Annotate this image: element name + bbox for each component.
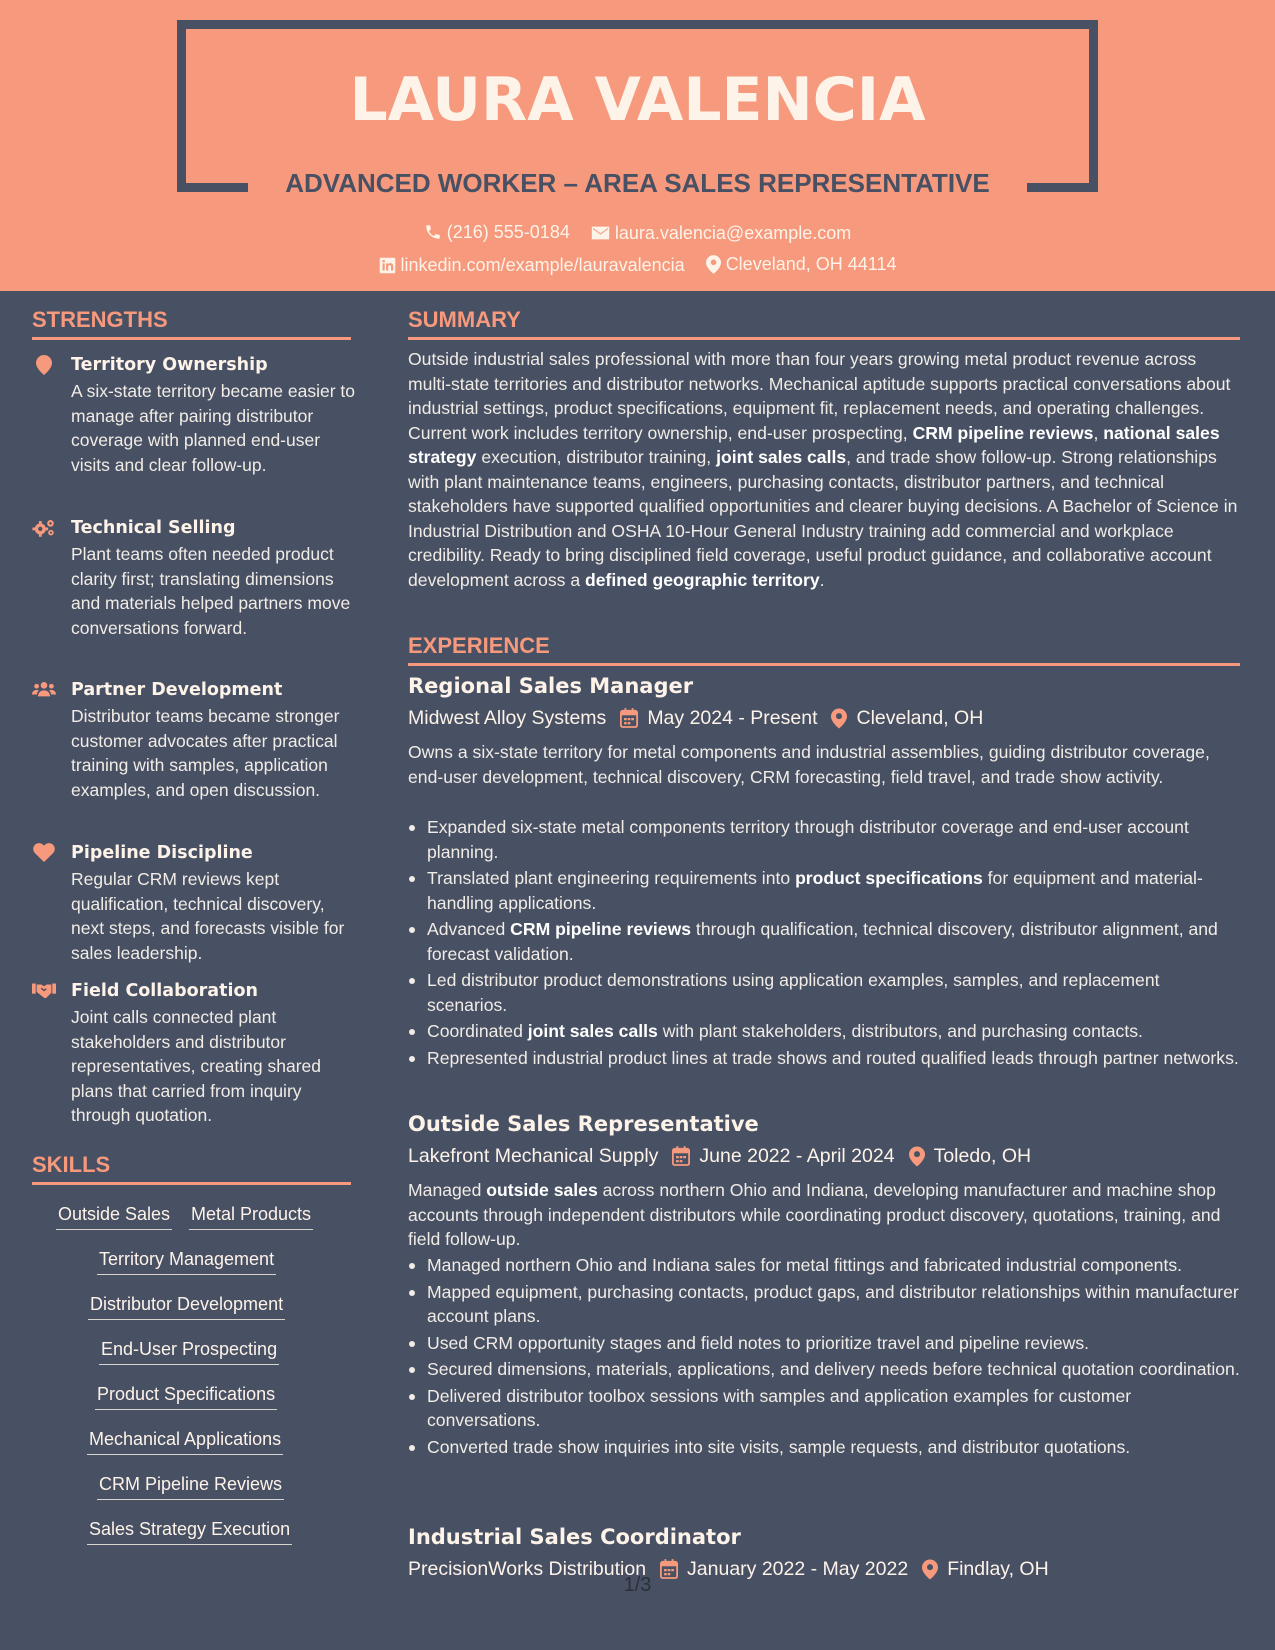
phone-icon [424, 223, 442, 241]
strength-desc: Regular CRM reviews kept qualification, technical discovery, next steps, and forecasts visible for sales leadership. [71, 869, 345, 963]
job-bullet: Represented industrial product lines at trade shows and routed qualified leads through partner networks. [408, 1046, 1240, 1071]
page-number: 1/3 [623, 1574, 652, 1596]
pin-icon [32, 355, 56, 377]
job-bullet: Translated plant engineering requirements into product specifications for equipment and material-handling applications. [408, 866, 1240, 915]
skill-tag: Mechanical Applications [87, 1427, 283, 1455]
strength-desc: Plant teams often needed product clarity first; translating dimensions and materials helped partners move conversations forward. [71, 544, 351, 638]
strength-desc: Joint calls connected plant stakeholders and distributor representatives, creating shared plans that carried from inquiry through quotation. [71, 1007, 321, 1125]
job-bullet: Converted trade show inquiries into site visits, sample requests, and distributor quotations. [408, 1435, 1240, 1460]
emphasis-text: CRM pipeline reviews [510, 919, 692, 939]
job-description: Managed outside sales across northern Ohio and Indiana, developing manufacturer and machine shop accounts through independent distributors while coordinating product discovery, quotations, training, and field follow-up. [408, 1180, 1221, 1249]
company-name: PrecisionWorks Distribution [408, 1558, 647, 1580]
section-divider [32, 337, 351, 340]
job-meta [408, 704, 983, 732]
skill-tag: Sales Strategy Execution [87, 1517, 292, 1545]
skills-heading: SKILLS [32, 1152, 111, 1177]
skill-tag: End-User Prospecting [99, 1337, 279, 1365]
summary-heading: SUMMARY [408, 307, 521, 332]
emphasis-text: product specifications [795, 868, 983, 888]
gears-icon [32, 518, 56, 540]
candidate-title: ADVANCED WORKER – AREA SALES REPRESENTATIVE [285, 168, 990, 198]
job-dates: January 2022 - May 2022 [687, 1558, 909, 1580]
job-bullets [408, 1253, 1240, 1461]
strength-title: Technical Selling [71, 518, 236, 538]
phone-text: (216) 555-0184 [446, 222, 570, 242]
skill-tag: Distributor Development [88, 1292, 285, 1320]
job-title: Regional Sales Manager [408, 674, 694, 698]
job-description: Owns a six-state territory for metal components and industrial assemblies, guiding distributor coverage, end-user development, technical discovery, CRM forecasting, field travel, and trade show activity. [408, 742, 1210, 787]
job-bullet: Mapped equipment, purchasing contacts, product gaps, and distributor relationships within manufacturer account plans. [408, 1280, 1240, 1329]
map-pin-icon [831, 708, 847, 729]
strength-desc: Distributor teams became stronger customer advocates after practical training with samples, application examples, and open discussion. [71, 706, 340, 800]
contact-email[interactable] [591, 220, 851, 246]
section-divider [408, 337, 1240, 340]
contact-location [706, 251, 897, 277]
job-title: Outside Sales Representative [408, 1112, 759, 1136]
skill-tag: Product Specifications [95, 1382, 277, 1410]
strength-desc: A six-state territory became easier to manage after pairing distributor coverage with planned end-user visits and clear follow-up. [71, 381, 355, 475]
job-bullet: Managed northern Ohio and Indiana sales for metal fittings and fabricated industrial components. [408, 1253, 1240, 1278]
calendar-icon [620, 708, 638, 728]
section-divider [408, 663, 1240, 666]
emphasis-text: outside sales [486, 1180, 598, 1200]
experience-heading: EXPERIENCE [408, 633, 550, 658]
job-dates: May 2024 - Present [647, 707, 818, 729]
map-pin-icon [706, 255, 721, 274]
linkedin-text: linkedin.com/example/lauravalencia [400, 255, 685, 275]
job-location: Cleveland, OH [856, 707, 984, 729]
section-divider [32, 1182, 351, 1185]
job-bullet: Advanced CRM pipeline reviews through qualification, technical discovery, distributor alignment, and forecast validation. [408, 917, 1240, 966]
job-location: Findlay, OH [947, 1558, 1049, 1580]
job-bullet: Delivered distributor toolbox sessions with samples and application examples for customer conversations. [408, 1384, 1240, 1433]
header-frame [177, 20, 1098, 29]
header-band [0, 0, 1275, 291]
job-bullets [408, 815, 1240, 1072]
job-bullet: Coordinated joint sales calls with plant stakeholders, distributors, and purchasing contacts. [408, 1019, 1240, 1044]
job-location: Toledo, OH [933, 1145, 1032, 1167]
handshake-icon [32, 981, 56, 1003]
emphasis-text: joint sales calls [527, 1021, 658, 1041]
emphasis-text: defined geographic territory [585, 569, 820, 590]
contact-linkedin[interactable] [379, 252, 685, 278]
strengths-heading: STRENGTHS [32, 307, 168, 332]
job-bullet: Expanded six-state metal components territory through distributor coverage and end-user account planning. [408, 815, 1240, 864]
contact-phone[interactable] [424, 219, 570, 245]
job-dates: June 2022 - April 2024 [699, 1145, 895, 1167]
summary-text: Outside industrial sales professional with more than four years growing metal product revenue across multi-state territories and distributor networks. Mechanical aptitude supports practical conversations about industrial settings, product specifications, equipment fit, replacement needs, and operating challenges. Current work includes territory ownership, end-user prospecting, CRM pipeline reviews, national sales strategy execution, distributor training, joint sales calls, and trade show follow-up. Strong relationships with plant maintenance teams, engineers, purchasing contacts, distributor partners, and technical stakeholders have supported qualified opportunities and clearer buying decisions. A Bachelor of Science in Industrial Distribution and OSHA 10-Hour General Industry training add commercial and workplace credibility. Ready to bring disciplined field coverage, useful product guidance, and collaborative account development across a defined geographic territory. [408, 349, 1238, 590]
skill-tag: CRM Pipeline Reviews [97, 1472, 284, 1500]
email-text: laura.valencia@example.com [614, 223, 852, 243]
strength-title: Territory Ownership [71, 355, 268, 375]
emphasis-text: joint sales calls [716, 447, 847, 467]
emphasis-text: national sales strategy [408, 422, 1220, 467]
heart-icon [32, 843, 56, 865]
map-pin-icon [909, 1146, 925, 1167]
company-name: Lakefront Mechanical Supply [408, 1145, 659, 1167]
emphasis-text: CRM pipeline reviews [912, 422, 1094, 443]
calendar-icon [672, 1146, 690, 1166]
job-meta [408, 1142, 1031, 1170]
skill-tag: Outside Sales [56, 1202, 172, 1230]
contact-row [0, 251, 1275, 281]
users-icon [32, 680, 56, 702]
skill-tag: Territory Management [97, 1247, 276, 1275]
contact-row [0, 219, 1275, 248]
job-bullet: Secured dimensions, materials, applications, and delivery needs before technical quotation coordination. [408, 1357, 1240, 1382]
job-bullet: Used CRM opportunity stages and field notes to prioritize travel and pipeline reviews. [408, 1331, 1240, 1356]
strength-title: Partner Development [71, 680, 283, 700]
skill-tag: Metal Products [189, 1202, 313, 1230]
strength-title: Pipeline Discipline [71, 843, 253, 863]
location-text: Cleveland, OH 44114 [725, 254, 897, 274]
strength-title: Field Collaboration [71, 981, 258, 1001]
linkedin-icon [379, 257, 396, 274]
job-title: Industrial Sales Coordinator [408, 1525, 741, 1549]
job-bullet: Led distributor product demonstrations using application examples, samples, and replacement scenarios. [408, 968, 1240, 1017]
envelope-icon [591, 225, 610, 241]
candidate-name: LAURA VALENCIA [349, 65, 926, 135]
company-name: Midwest Alloy Systems [408, 707, 607, 729]
